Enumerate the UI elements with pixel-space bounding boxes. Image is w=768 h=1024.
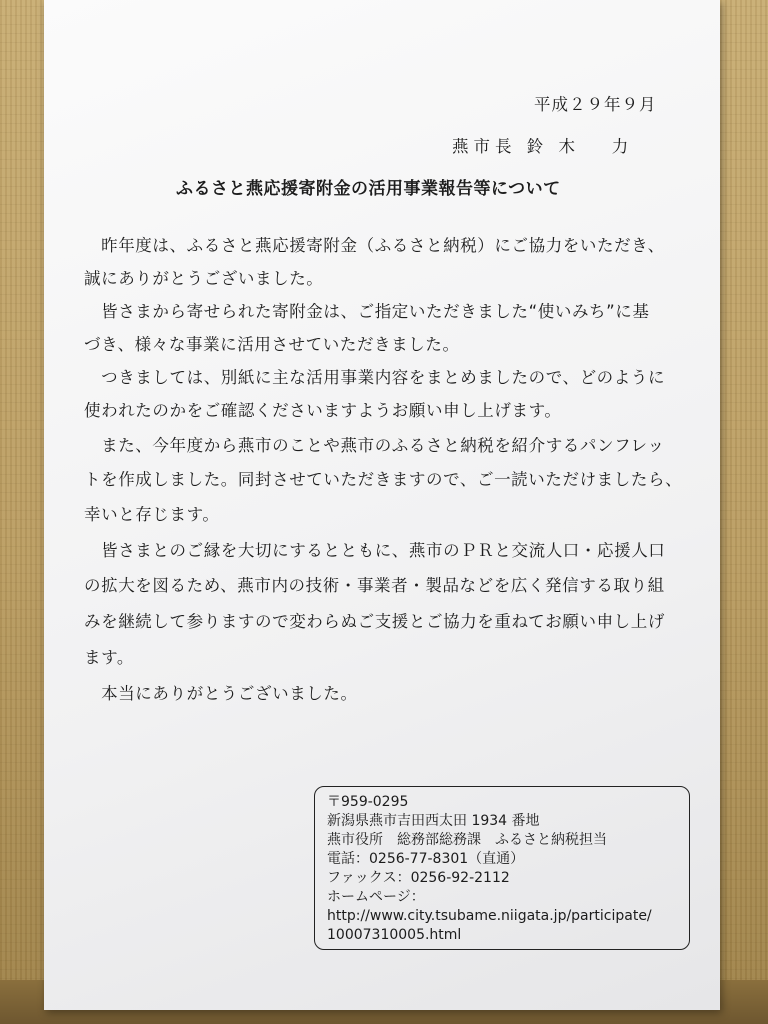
contact-phone: 電話：0256-77-8301（直通）: [327, 851, 525, 867]
body-line: 誠にありがとうございました。: [84, 269, 324, 288]
body-line: トを作成しました。同封させていただきますので、ご一読いただけましたら、: [84, 470, 683, 489]
letter-paper: [44, 0, 720, 1010]
contact-department: 燕市役所 総務部総務課 ふるさと納税担当: [327, 832, 607, 848]
letter-date: 平成２９年９月: [534, 95, 657, 114]
body-line: みを継続して参りますので変わらぬご支援とご協力を重ねてお願い申し上げ: [84, 612, 665, 631]
body-line: ます。: [84, 648, 134, 667]
contact-box: [314, 786, 690, 950]
sender-name: 燕市長 鈴 木 力: [452, 137, 634, 156]
body-line: つきましては、別紙に主な活用事業内容をまとめましたので、どのように: [84, 368, 666, 387]
contact-fax: ファックス：0256-92-2112: [327, 870, 510, 886]
body-line: 昨年度は、ふるさと燕応援寄附金（ふるさと納税）にご協力をいただき、: [84, 236, 665, 255]
contact-url: http://www.city.tsubame.niigata.jp/participate/: [327, 908, 652, 924]
contact-postal-code: 〒959-0295: [327, 794, 409, 810]
body-line: 使われたのかをご確認くださいますようお願い申し上げます。: [84, 401, 562, 420]
body-line: の拡大を図るため、燕市内の技術・事業者・製品などを広く発信する取り組: [84, 576, 665, 595]
body-line: 本当にありがとうございました。: [84, 684, 358, 703]
body-line: また、今年度から燕市のことや燕市のふるさと納税を紹介するパンフレッ: [84, 436, 665, 455]
body-line: 皆さまとのご縁を大切にするとともに、燕市のＰＲと交流人口・応援人口: [84, 541, 666, 560]
contact-url-continued: 10007310005.html: [327, 927, 462, 943]
body-line: づき、様々な事業に活用させていただきました。: [84, 335, 460, 354]
letter-title: ふるさと燕応援寄附金の活用事業報告等について: [176, 179, 561, 199]
body-line: 幸いと存じます。: [84, 505, 220, 524]
contact-address: 新潟県燕市吉田西太田 1934 番地: [327, 813, 540, 829]
body-line: 皆さまから寄せられた寄附金は、ご指定いただきました“使いみち”に基: [84, 302, 650, 321]
contact-homepage-label: ホームページ：: [327, 889, 425, 905]
